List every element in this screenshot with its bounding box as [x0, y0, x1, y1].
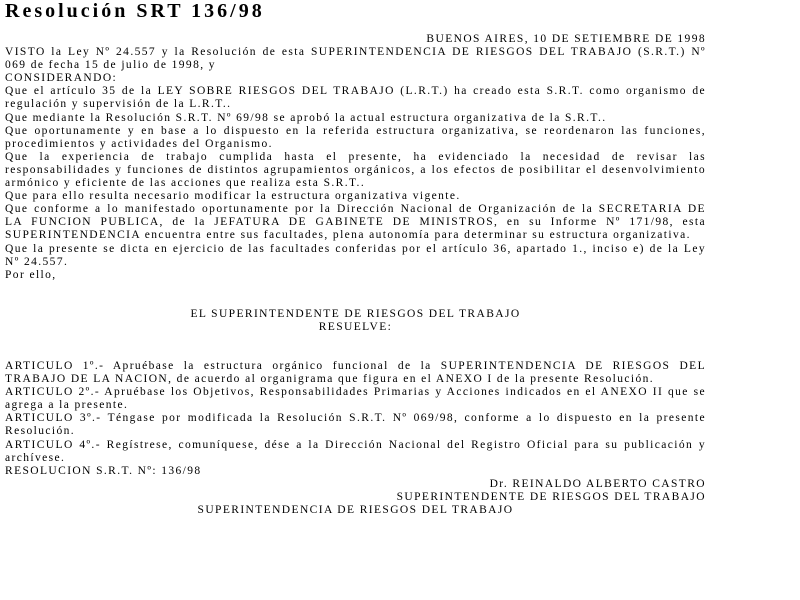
resolves-line: RESUELVE:	[318, 320, 393, 333]
paragraph: Que la presente se dicta en ejercicio de las facultades conferidas por el artículo 36, apartado 1., inciso e) de la Ley Nº 24.557.	[5, 242, 706, 268]
paragraph: Que el artículo 35 de la LEY SOBRE RIESGOS DEL TRABAJO (L.R.T.) ha creado esta S.R.T. como organismo de regulación y supervisión de la L.R.T..	[5, 85, 706, 111]
article-1: ARTICULO 1º.- Apruébase la estructura orgánico funcional de la SUPERINTENDENCIA DE RIESGOS DEL TRABAJO DE LA NACION, de acuerdo al organigrama que figura en el ANEXO I de la presente Resolución.	[5, 359, 706, 386]
signature-org: SUPERINTENDENCIA DE RIESGOS DEL TRABAJO	[197, 504, 514, 516]
paragraph: Que para ello resulta necesario modificar la estructura organizativa vigente.	[5, 190, 461, 203]
page-title: Resolución SRT 136/98	[5, 0, 265, 22]
resolution-document	[5, 33, 706, 517]
resolution-number: RESOLUCION S.R.T. Nº: 136/98	[5, 464, 202, 477]
paragraph: Que oportunamente y en base a lo dispuesto en la referida estructura organizativa, se reordenaron las funciones, procedimientos y actividades del Organismo.	[5, 124, 706, 150]
paragraph-por-ello: Por ello,	[5, 268, 57, 281]
spacer	[5, 282, 706, 308]
signature-role: SUPERINTENDENTE DE RIESGOS DEL TRABAJO	[396, 490, 706, 503]
paragraph-considerando: CONSIDERANDO:	[5, 72, 118, 85]
spacer	[5, 334, 706, 360]
paragraph: Que la experiencia de trabajo cumplida hasta el presente, ha evidenciado la necesidad de revisar las responsabilidades y funciones de distintos agrupamientos orgánicos, a los efectos de posibilitar el desenvolvimiento armónico y eficiente de las acciones que realiza esta S.R.T..	[5, 150, 706, 190]
article-3: ARTICULO 3º.- Téngase por modificada la Resolución S.R.T. Nº 069/98, conforme a lo dispuesto en la presente Resolución.	[5, 412, 706, 438]
paragraph: Que mediante la Resolución S.R.T. Nº 69/98 se aprobó la actual estructura organizativa de la S.R.T..	[5, 111, 607, 124]
article-2: ARTICULO 2º.- Apruébase los Objetivos, Responsabilidades Primarias y Acciones indicados en el ANEXO II que se agrega a la presente.	[5, 386, 706, 412]
authority-line: EL SUPERINTENDENTE DE RIESGOS DEL TRABAJO	[190, 307, 521, 320]
paragraph-visto: VISTO la Ley Nº 24.557 y la Resolución de esta SUPERINTENDENCIA DE RIESGOS DEL TRABAJO (S.R.T.) Nº 069 de fecha 15 de julio de 1998, y	[5, 46, 706, 72]
date-line: BUENOS AIRES, 10 DE SETIEMBRE DE 1998	[426, 33, 706, 45]
paragraph: Que conforme a lo manifestado oportunamente por la Dirección Nacional de Organización de la SECRETARIA DE LA FUNCION PUBLICA, de la JEFATURA DE GABINETE DE MINISTROS, en su Informe Nº 171/98, esta SUPERINTENDENCIA encuentra entre sus facultades, plena autonomía para determinar su estructura organizativa.	[5, 203, 706, 242]
signature-name: Dr. REINALDO ALBERTO CASTRO	[489, 477, 706, 490]
article-4: ARTICULO 4º.- Regístrese, comuníquese, dése a la Dirección Nacional del Registro Oficial para su publicación y archívese.	[5, 438, 706, 464]
